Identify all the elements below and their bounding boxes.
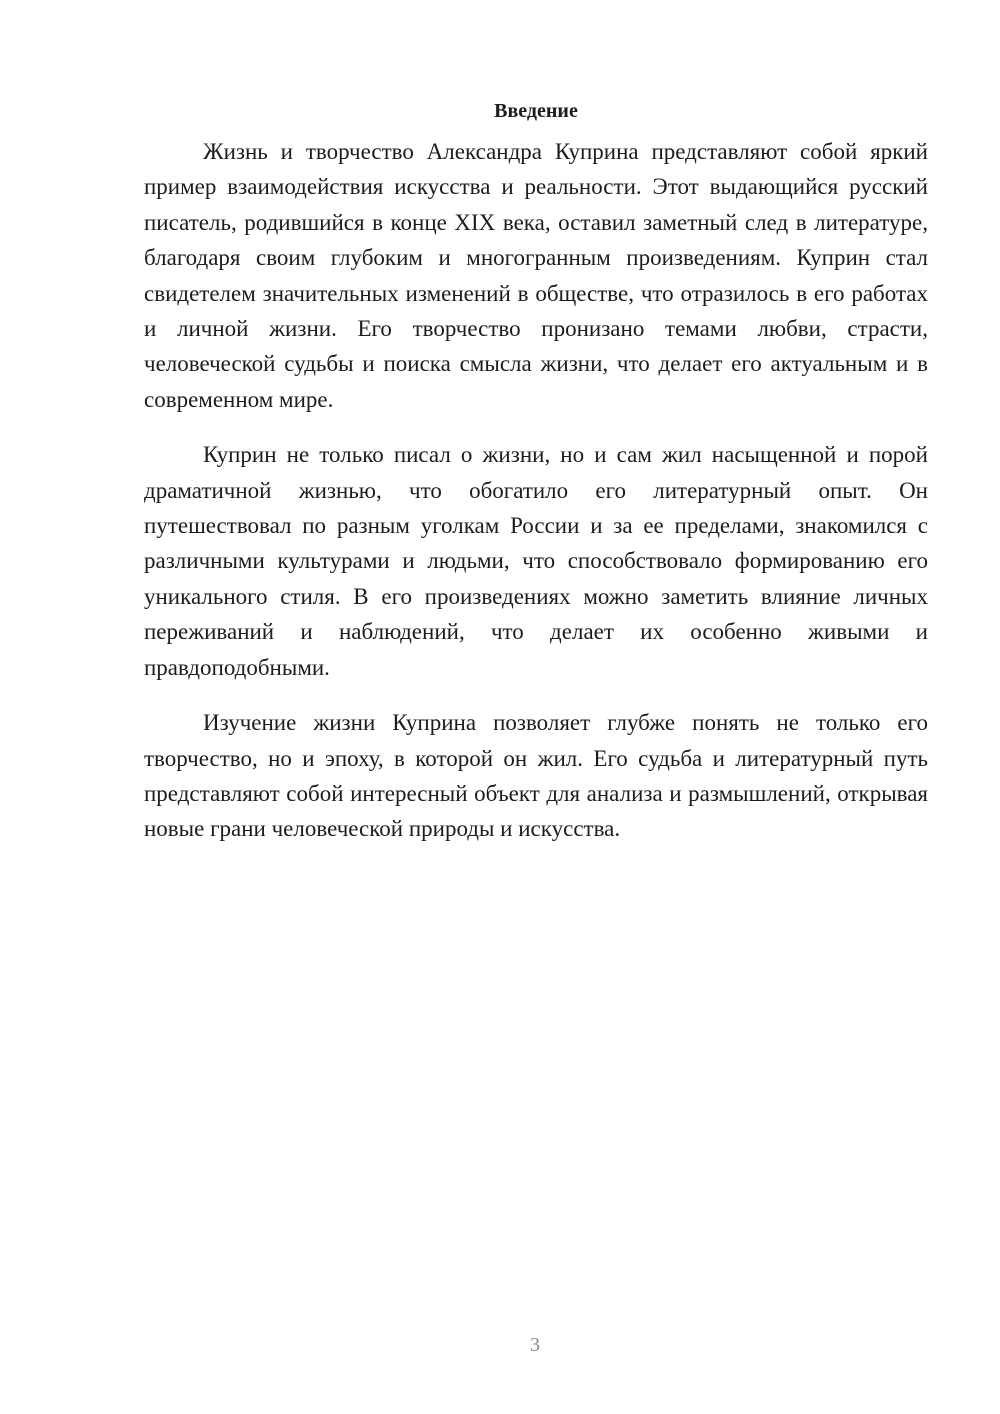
paragraph-2: Куприн не только писал о жизни, но и сам жил насыщенной и порой драматичной жизнью, что обогатило его литературный опыт. Он путешествовал по разным уголкам России и за ее пределами, знакомился с различными культурами и людьми, что способствовало формированию его уникального стиля. В его произведениях можно заметить влияние личных переживаний и наблюдений, что делает их особенно живыми и правдоподобными. — [144, 442, 928, 680]
paragraph-1: Жизнь и творчество Александра Куприна представляют собой яркий пример взаимодействия искусства и реальности. Этот выдающийся русский писатель, родившийся в конце XIX века, оставил заметный след в литературе, благодаря своим глубоким и многогранным произведениям. Куприн стал свидетелем значительных изменений в обществе, что отразилось в его работах и личной жизни. Его творчество пронизано темами любви, страсти, человеческой судьбы и поиска смысла жизни, что делает его актуальным и в современном мире. — [144, 139, 928, 412]
paragraph-3: Изучение жизни Куприна позволяет глубже понять не только его творчество, но и эпоху, в которой он жил. Его судьба и литературный путь представляют собой интересный объект для анализа и размышлений, открывая новые грани человеческой природы и искусства. — [144, 710, 928, 842]
document-body — [144, 96, 928, 867]
page-number: 3 — [530, 1334, 540, 1356]
section-title: Введение — [494, 100, 578, 122]
